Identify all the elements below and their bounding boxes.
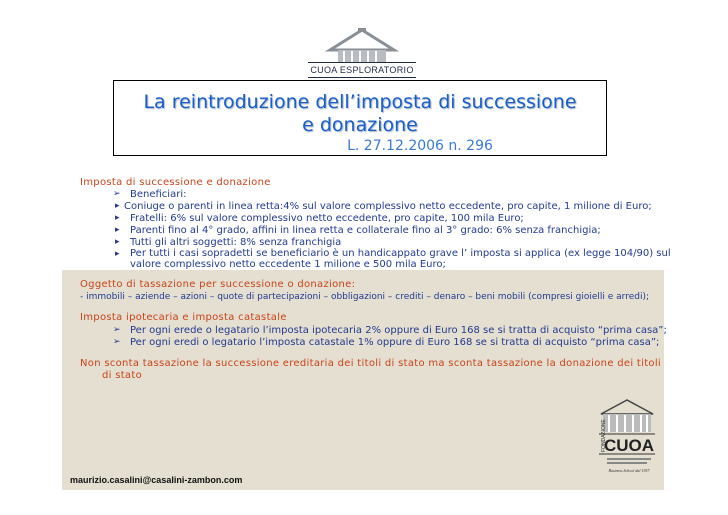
author-email: maurizio.casalini@casalini-zambon.com	[70, 475, 243, 485]
arrow-bullet-icon: ➢	[113, 325, 121, 335]
section-heading-succession: Imposta di successione e donazione	[80, 177, 271, 188]
cuoa-esploratorio-logo	[308, 28, 416, 78]
fondazione-cuoa-logo	[597, 398, 657, 476]
object-description: - immobili – aziende – azioni – quote di partecipazioni – obbligazioni – crediti – denaro – beni mobili (compresi gioielli e arredi);	[80, 292, 650, 302]
section-heading-mortgage: Imposta ipotecaria e imposta catastale	[80, 312, 287, 323]
list-item: Coniuge o parenti in linea retta:4% sul valore complessivo netto eccedente, pro capite, 1 milione di Euro;	[124, 201, 652, 212]
villa-building-icon	[597, 398, 657, 476]
list-item: Tutti gli altri soggetti: 8% senza franchigia	[130, 237, 342, 248]
list-item: Per tutti i casi sopradetti se beneficiario è un handicappato grave l’ imposta si applica (ex legge 104/90) sul	[130, 248, 671, 259]
list-item: Per ogni eredi o legatario l’imposta catastale 1% oppure di Euro 168 se si tratta di acquisto “prima casa”;	[130, 337, 660, 348]
list-item: Per ogni erede o legatario l’imposta ipotecaria 2% oppure di Euro 168 se si tratta di acquisto “prima casa”;	[130, 325, 667, 336]
content-panel	[62, 270, 664, 490]
arrow-bullet-icon: ➢	[113, 337, 121, 347]
page-title-line2: e donazione	[302, 114, 418, 136]
triangle-bullet-icon: ▸	[115, 237, 120, 247]
page-subtitle: L. 27.12.2006 n. 296	[347, 138, 493, 154]
triangle-bullet-icon: ▸	[115, 213, 120, 223]
logo-side-text: FONDAZIONE	[601, 419, 607, 452]
section-heading-object: Oggetto di tassazione per successione o donazione:	[80, 279, 356, 290]
list-item-continuation: valore complessivo netto eccedente 1 milione e 500 mila Euro;	[130, 259, 446, 270]
list-item: Fratelli: 6% sul valore complessivo netto eccedente, pro capite, 100 mila Euro;	[130, 213, 524, 224]
note-line2: di stato	[102, 370, 143, 381]
triangle-bullet-icon: ▸	[115, 225, 120, 235]
logo-main-text: CUOA	[603, 436, 655, 455]
list-item: Parenti fino al 4° grado, affini in linea retta e collaterale fino al 3° grado: 6% senza franchigia;	[130, 225, 601, 236]
title-box	[113, 80, 607, 156]
logo-caption: CUOA ESPLORATORIO	[308, 62, 416, 78]
note-line1: Non sconta tassazione la successione ereditaria dei titoli di stato ma sconta tassazione la donazione dei titoli	[80, 358, 661, 369]
triangle-bullet-icon: ▸	[115, 201, 120, 211]
triangle-bullet-icon: ▸	[115, 249, 120, 259]
villa-building-icon	[308, 28, 416, 64]
list-item: Beneficiari:	[130, 189, 187, 200]
arrow-bullet-icon: ➢	[113, 189, 121, 199]
logo-small-text: Business School dal 1957	[608, 468, 650, 473]
page-title-line1: La reintroduzione dell’imposta di successione	[143, 91, 577, 113]
